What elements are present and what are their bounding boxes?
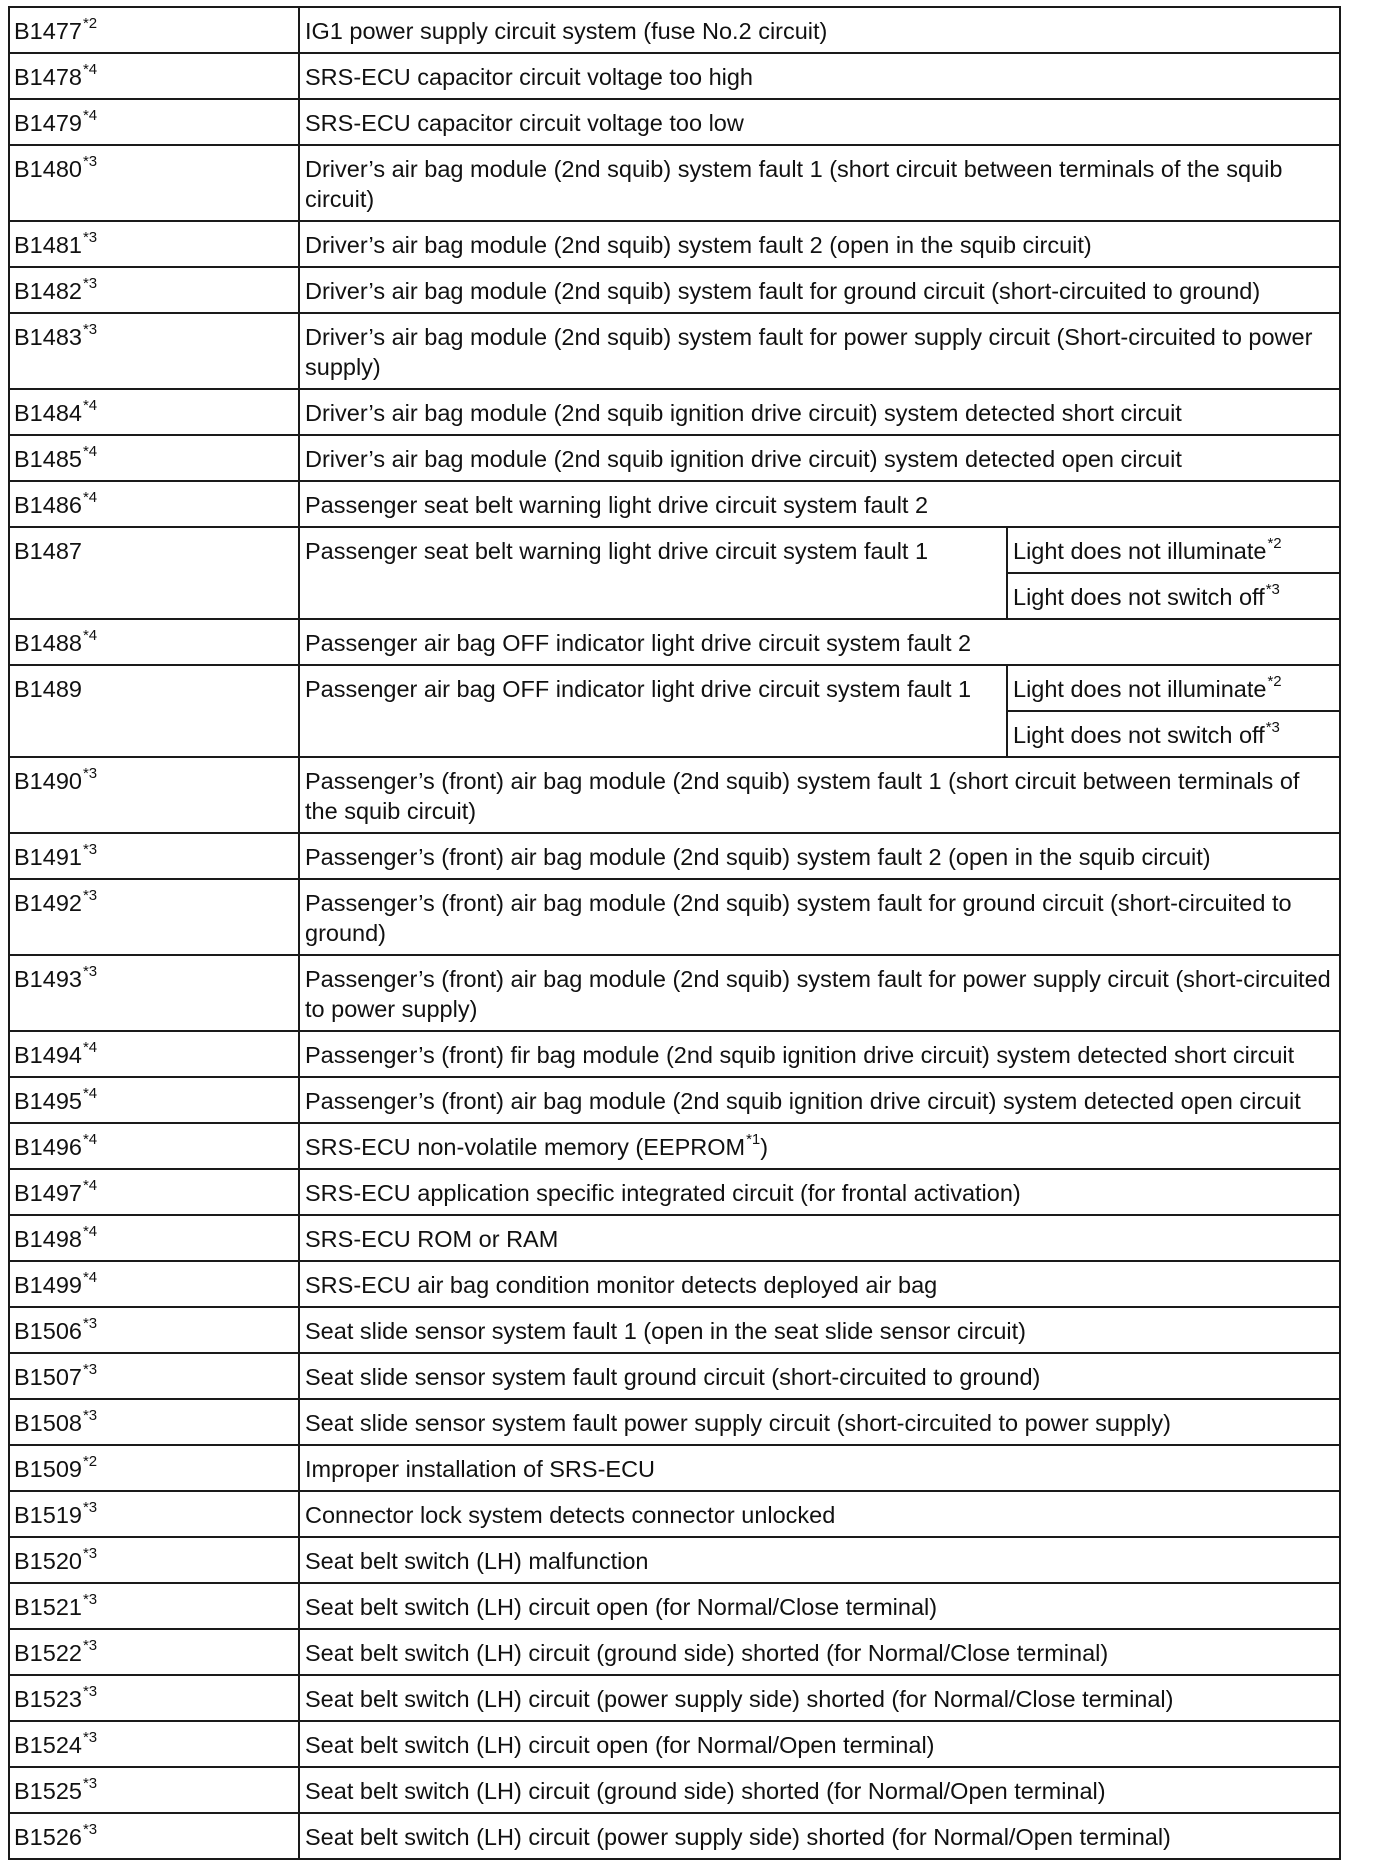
table-row	[9, 1721, 1340, 1767]
dtc-code: B1525	[14, 1778, 82, 1804]
dtc-description: Driver’s air bag module (2nd squib) system fault for ground circuit (short-circuited to ground)	[305, 278, 1261, 304]
table-row	[9, 1215, 1340, 1261]
footnote-marker: *4	[82, 397, 98, 415]
table-row	[9, 1169, 1340, 1215]
dtc-code: B1524	[14, 1732, 82, 1758]
dtc-description-cell	[299, 1307, 1340, 1353]
dtc-code-cell	[9, 389, 299, 435]
table-row	[9, 99, 1340, 145]
dtc-code: B1520	[14, 1548, 82, 1574]
dtc-description: Seat belt switch (LH) circuit (ground side) shorted (for Normal/Open terminal)	[305, 1778, 1106, 1804]
dtc-description-cell	[299, 955, 1340, 1031]
table-row	[9, 757, 1340, 833]
dtc-code: B1498	[14, 1226, 82, 1252]
footnote-marker: *3	[82, 1775, 98, 1793]
dtc-description-cell	[299, 481, 1340, 527]
footnote-marker: *1	[746, 1131, 761, 1149]
table-row	[9, 1077, 1340, 1123]
dtc-code: B1493	[14, 966, 82, 992]
dtc-description-cell	[299, 1721, 1340, 1767]
dtc-code-cell	[9, 1031, 299, 1077]
dtc-description-cell	[299, 757, 1340, 833]
dtc-code-cell	[9, 757, 299, 833]
dtc-code: B1490	[14, 768, 82, 794]
dtc-code: B1521	[14, 1594, 82, 1620]
dtc-code: B1489	[14, 676, 82, 702]
dtc-code: B1478	[14, 64, 82, 90]
dtc-code-cell	[9, 619, 299, 665]
dtc-code: B1507	[14, 1364, 82, 1390]
dtc-code-cell	[9, 833, 299, 879]
sub-condition-cell	[1007, 573, 1340, 619]
footnote-marker: *3	[82, 1499, 98, 1517]
dtc-code: B1522	[14, 1640, 82, 1666]
dtc-description: Driver’s air bag module (2nd squib ignition drive circuit) system detected open circuit	[305, 446, 1182, 472]
dtc-description: Passenger’s (front) air bag module (2nd squib) system fault for ground circuit (short-circuited to ground)	[305, 890, 1292, 946]
dtc-description-cell	[299, 1813, 1340, 1859]
dtc-description: Seat belt switch (LH) malfunction	[305, 1548, 649, 1574]
footnote-marker: *3	[82, 1683, 98, 1701]
dtc-description-cell	[299, 435, 1340, 481]
dtc-description: Seat belt switch (LH) circuit open (for Normal/Open terminal)	[305, 1732, 935, 1758]
footnote-marker: *3	[82, 153, 98, 171]
footnote-marker: *3	[82, 321, 98, 339]
dtc-code-cell	[9, 435, 299, 481]
dtc-description: SRS-ECU capacitor circuit voltage too high	[305, 64, 754, 90]
dtc-code: B1492	[14, 890, 82, 916]
dtc-code-cell	[9, 955, 299, 1031]
footnote-marker: *4	[82, 1269, 98, 1287]
dtc-description-cell	[299, 1583, 1340, 1629]
dtc-code: B1484	[14, 400, 82, 426]
table-row	[9, 1031, 1340, 1077]
dtc-code-cell	[9, 1077, 299, 1123]
dtc-description: Seat belt switch (LH) circuit open (for Normal/Close terminal)	[305, 1594, 938, 1620]
dtc-code: B1488	[14, 630, 82, 656]
dtc-description-cell	[299, 527, 1007, 619]
dtc-description: Driver’s air bag module (2nd squib) system fault 1 (short circuit between terminals of the squib circuit)	[305, 156, 1283, 212]
dtc-description: SRS-ECU ROM or RAM	[305, 1226, 559, 1252]
table-row	[9, 481, 1340, 527]
dtc-description-cell	[299, 99, 1340, 145]
dtc-description-cell	[299, 1123, 1340, 1169]
dtc-description-cell	[299, 1215, 1340, 1261]
dtc-code-cell	[9, 7, 299, 53]
dtc-description: Passenger’s (front) air bag module (2nd squib) system fault 1 (short circuit between terminals of the squib circuit)	[305, 768, 1300, 824]
footnote-marker: *2	[82, 15, 98, 33]
dtc-description-cell	[299, 53, 1340, 99]
dtc-description-cell	[299, 1031, 1340, 1077]
dtc-code-cell	[9, 1215, 299, 1261]
dtc-description: Seat belt switch (LH) circuit (power supply side) shorted (for Normal/Close terminal)	[305, 1686, 1174, 1712]
dtc-code: B1491	[14, 844, 82, 870]
footnote-marker: *3	[82, 841, 98, 859]
footnote-marker: *3	[82, 1315, 98, 1333]
sub-condition-text: Light does not switch off	[1013, 584, 1265, 610]
dtc-description-cell	[299, 145, 1340, 221]
dtc-description: Seat slide sensor system fault 1 (open in the seat slide sensor circuit)	[305, 1318, 1027, 1344]
dtc-description-cell	[299, 1537, 1340, 1583]
footnote-marker: *4	[82, 1039, 98, 1057]
table-row	[9, 389, 1340, 435]
dtc-description: Passenger’s (front) air bag module (2nd squib) system fault 2 (open in the squib circuit)	[305, 844, 1211, 870]
table-row	[9, 1813, 1340, 1859]
sub-condition-cell	[1007, 711, 1340, 757]
table-row	[9, 53, 1340, 99]
dtc-code: B1519	[14, 1502, 82, 1528]
dtc-description-cell	[299, 1675, 1340, 1721]
sub-condition-text: Light does not switch off	[1013, 722, 1265, 748]
dtc-code: B1523	[14, 1686, 82, 1712]
footnote-marker: *2	[1267, 535, 1282, 553]
dtc-code: B1509	[14, 1456, 82, 1482]
dtc-code-cell	[9, 1583, 299, 1629]
table-row	[9, 221, 1340, 267]
dtc-code-cell	[9, 1767, 299, 1813]
dtc-description-cell	[299, 619, 1340, 665]
table-row	[9, 1307, 1340, 1353]
footnote-marker: *3	[82, 1545, 98, 1563]
dtc-code: B1496	[14, 1134, 82, 1160]
footnote-marker: *3	[82, 765, 98, 783]
dtc-code: B1494	[14, 1042, 82, 1068]
table-row	[9, 527, 1340, 573]
footnote-marker: *2	[1267, 673, 1282, 691]
dtc-description: Passenger’s (front) fir bag module (2nd squib ignition drive circuit) system detected short circuit	[305, 1042, 1295, 1068]
footnote-marker: *4	[82, 443, 98, 461]
dtc-code: B1480	[14, 156, 82, 182]
footnote-marker: *3	[1265, 581, 1280, 599]
table-body	[9, 7, 1340, 1859]
dtc-description: Passenger seat belt warning light drive circuit system fault 1	[305, 538, 929, 564]
dtc-code: B1487	[14, 538, 82, 564]
dtc-description-cell	[299, 7, 1340, 53]
dtc-description-cell	[299, 389, 1340, 435]
dtc-code: B1486	[14, 492, 82, 518]
dtc-description-cell	[299, 879, 1340, 955]
table-row	[9, 619, 1340, 665]
footnote-marker: *3	[82, 963, 98, 981]
dtc-description-cell	[299, 1767, 1340, 1813]
dtc-description: Driver’s air bag module (2nd squib) system fault for power supply circuit (Short-circuited to power supply)	[305, 324, 1313, 380]
dtc-code-cell	[9, 1445, 299, 1491]
dtc-code: B1477	[14, 18, 82, 44]
dtc-code-cell	[9, 313, 299, 389]
dtc-code: B1485	[14, 446, 82, 472]
table-row	[9, 1445, 1340, 1491]
dtc-description-cell	[299, 1169, 1340, 1215]
dtc-description-cell	[299, 313, 1340, 389]
footnote-marker: *2	[82, 1453, 98, 1471]
table-row	[9, 1399, 1340, 1445]
dtc-description-cell	[299, 1445, 1340, 1491]
table-row	[9, 1261, 1340, 1307]
dtc-description: Passenger seat belt warning light drive circuit system fault 2	[305, 492, 929, 518]
dtc-description-cell	[299, 833, 1340, 879]
table-row	[9, 879, 1340, 955]
dtc-code: B1497	[14, 1180, 82, 1206]
dtc-code: B1481	[14, 232, 82, 258]
dtc-code-cell	[9, 1169, 299, 1215]
dtc-code-cell	[9, 1813, 299, 1859]
footnote-marker: *3	[82, 1821, 98, 1839]
dtc-description: Passenger air bag OFF indicator light drive circuit system fault 2	[305, 630, 972, 656]
dtc-description: Passenger air bag OFF indicator light drive circuit system fault 1	[305, 676, 972, 702]
footnote-marker: *3	[82, 1637, 98, 1655]
footnote-marker: *3	[1265, 719, 1280, 737]
footnote-marker: *4	[82, 1223, 98, 1241]
diagnostic-code-table	[8, 6, 1341, 1860]
dtc-description: Driver’s air bag module (2nd squib) system fault 2 (open in the squib circuit)	[305, 232, 1092, 258]
dtc-description: Connector lock system detects connector unlocked	[305, 1502, 836, 1528]
dtc-code-cell	[9, 1721, 299, 1767]
dtc-code-cell	[9, 527, 299, 619]
footnote-marker: *4	[82, 1177, 98, 1195]
table-row	[9, 1767, 1340, 1813]
table-row	[9, 145, 1340, 221]
footnote-marker: *3	[82, 1407, 98, 1425]
sub-condition-cell	[1007, 665, 1340, 711]
table-row	[9, 1537, 1340, 1583]
table-row	[9, 1353, 1340, 1399]
dtc-code: B1482	[14, 278, 82, 304]
dtc-code-cell	[9, 1307, 299, 1353]
dtc-code-cell	[9, 1675, 299, 1721]
table-row	[9, 7, 1340, 53]
dtc-description-cell	[299, 1491, 1340, 1537]
dtc-description: SRS-ECU non-volatile memory (EEPROM	[305, 1134, 746, 1160]
footnote-marker: *3	[82, 1591, 98, 1609]
table-row	[9, 1629, 1340, 1675]
dtc-description-cell	[299, 221, 1340, 267]
footnote-marker: *4	[82, 1085, 98, 1103]
dtc-code-cell	[9, 1353, 299, 1399]
sub-condition-cell	[1007, 527, 1340, 573]
dtc-code-cell	[9, 1629, 299, 1675]
dtc-code-cell	[9, 481, 299, 527]
dtc-description: Passenger’s (front) air bag module (2nd squib ignition drive circuit) system detected open circuit	[305, 1088, 1301, 1114]
dtc-description-cell	[299, 1077, 1340, 1123]
dtc-code: B1499	[14, 1272, 82, 1298]
dtc-code-cell	[9, 1399, 299, 1445]
footnote-marker: *4	[82, 489, 98, 507]
table-row	[9, 1123, 1340, 1169]
dtc-code-cell	[9, 1491, 299, 1537]
dtc-code: B1506	[14, 1318, 82, 1344]
dtc-code: B1479	[14, 110, 82, 136]
dtc-code-cell	[9, 665, 299, 757]
dtc-description: Seat belt switch (LH) circuit (ground side) shorted (for Normal/Close terminal)	[305, 1640, 1109, 1666]
dtc-description-cell	[299, 1261, 1340, 1307]
dtc-code-cell	[9, 1123, 299, 1169]
table-row	[9, 1583, 1340, 1629]
dtc-description: Seat slide sensor system fault power supply circuit (short-circuited to power supply)	[305, 1410, 1171, 1436]
dtc-code: B1495	[14, 1088, 82, 1114]
footnote-marker: *3	[82, 887, 98, 905]
dtc-code: B1526	[14, 1824, 82, 1850]
footnote-marker: *3	[82, 229, 98, 247]
sub-condition-text: Light does not illuminate	[1013, 538, 1267, 564]
dtc-description: SRS-ECU air bag condition monitor detects deployed air bag	[305, 1272, 938, 1298]
dtc-description-cell	[299, 1629, 1340, 1675]
footnote-marker: *3	[82, 1729, 98, 1747]
dtc-description-cell	[299, 1399, 1340, 1445]
dtc-description: IG1 power supply circuit system (fuse No.2 circuit)	[305, 18, 828, 44]
table-row	[9, 313, 1340, 389]
dtc-description-cell	[299, 665, 1007, 757]
description-suffix: )	[760, 1134, 769, 1160]
dtc-code-cell	[9, 1261, 299, 1307]
dtc-description: Seat belt switch (LH) circuit (power supply side) shorted (for Normal/Open terminal)	[305, 1824, 1171, 1850]
dtc-code-cell	[9, 267, 299, 313]
table-row	[9, 1491, 1340, 1537]
footnote-marker: *3	[82, 1361, 98, 1379]
dtc-description: SRS-ECU capacitor circuit voltage too low	[305, 110, 744, 136]
dtc-description: Improper installation of SRS-ECU	[305, 1456, 656, 1482]
dtc-code-cell	[9, 145, 299, 221]
table-row	[9, 955, 1340, 1031]
footnote-marker: *4	[82, 1131, 98, 1149]
dtc-description-cell	[299, 1353, 1340, 1399]
sub-condition-text: Light does not illuminate	[1013, 676, 1267, 702]
dtc-code-cell	[9, 879, 299, 955]
table-row	[9, 665, 1340, 711]
table-row	[9, 435, 1340, 481]
dtc-description: Seat slide sensor system fault ground circuit (short-circuited to ground)	[305, 1364, 1041, 1390]
footnote-marker: *4	[82, 61, 98, 79]
dtc-code-cell	[9, 99, 299, 145]
footnote-marker: *3	[82, 275, 98, 293]
table-row	[9, 1675, 1340, 1721]
dtc-code-cell	[9, 221, 299, 267]
dtc-description: SRS-ECU application specific integrated circuit (for frontal activation)	[305, 1180, 1021, 1206]
footnote-marker: *4	[82, 107, 98, 125]
dtc-code-cell	[9, 53, 299, 99]
dtc-description-cell	[299, 267, 1340, 313]
table-row	[9, 267, 1340, 313]
dtc-code: B1483	[14, 324, 82, 350]
dtc-code: B1508	[14, 1410, 82, 1436]
dtc-description: Driver’s air bag module (2nd squib ignition drive circuit) system detected short circuit	[305, 400, 1182, 426]
dtc-description: Passenger’s (front) air bag module (2nd squib) system fault for power supply circuit (short-circuited to power supply)	[305, 966, 1331, 1022]
footnote-marker: *4	[82, 627, 98, 645]
dtc-code-cell	[9, 1537, 299, 1583]
table-row	[9, 833, 1340, 879]
